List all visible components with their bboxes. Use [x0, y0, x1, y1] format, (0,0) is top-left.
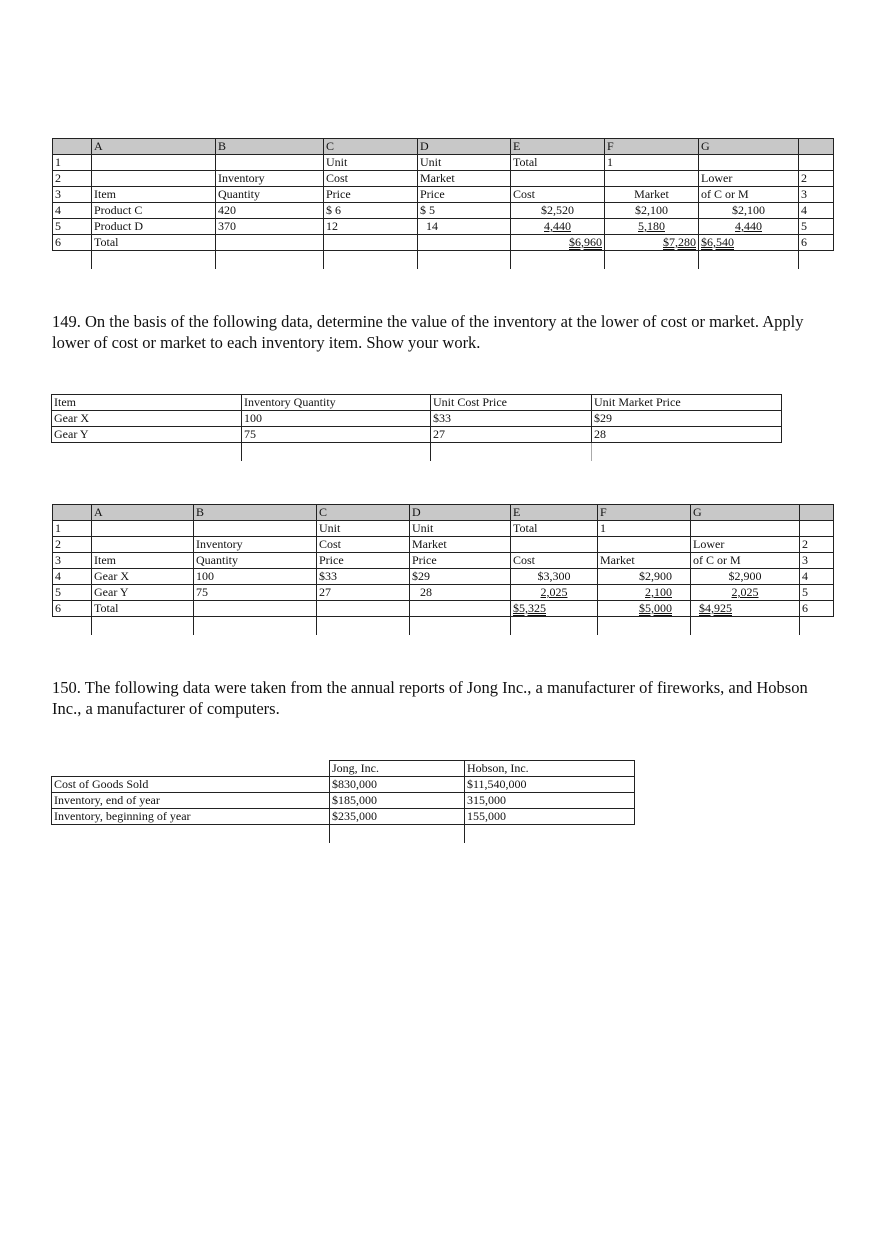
cell-c: Price [324, 187, 418, 203]
row-number: 5 [53, 585, 92, 601]
cell-d: Market [418, 171, 511, 187]
cell-g: $2,100 [699, 203, 799, 219]
cell-market: 28 [592, 427, 782, 443]
table-row [53, 203, 834, 219]
row-number-right: 3 [799, 187, 834, 203]
cell-g: 4,440 [699, 219, 799, 235]
cell-e: $6,960 [511, 235, 605, 251]
header-item: Item [52, 395, 242, 411]
row-number-right: 4 [799, 203, 834, 219]
cell-e [511, 537, 598, 553]
cell-b: Inventory [194, 537, 317, 553]
column-header-row [53, 139, 834, 155]
row-number-right: 5 [799, 219, 834, 235]
table-header-row [52, 761, 635, 777]
cell-c [324, 235, 418, 251]
table-row [52, 809, 635, 825]
cell-jong: $235,000 [330, 809, 465, 825]
cell-f: $5,000 [598, 601, 691, 617]
cell-f: 1 [598, 521, 691, 537]
cell-b [194, 521, 317, 537]
cell-d [418, 235, 511, 251]
row-number: 4 [53, 569, 92, 585]
cell-d: Price [410, 553, 511, 569]
cell-d: Unit [418, 155, 511, 171]
table-row [53, 171, 834, 187]
cell-e: $5,325 [511, 601, 598, 617]
table-row [52, 411, 782, 427]
cell-g: $6,540 [699, 235, 799, 251]
cell-market: $29 [592, 411, 782, 427]
cell-f [598, 537, 691, 553]
cell-g [691, 521, 800, 537]
cell-cost: 27 [431, 427, 592, 443]
row-number: 3 [53, 553, 92, 569]
company-data-table [51, 760, 635, 843]
cell-f: $2,900 [598, 569, 691, 585]
col-header-c: C [324, 139, 418, 155]
cell-f: $2,100 [605, 203, 699, 219]
cell-a: Total [92, 601, 194, 617]
row-number: 2 [53, 171, 92, 187]
column-header-row [53, 505, 834, 521]
cell-hobson: 315,000 [465, 793, 635, 809]
cell-c: Price [317, 553, 410, 569]
col-header-a: A [92, 505, 194, 521]
row-number-right [799, 155, 834, 171]
row-number: 6 [53, 601, 92, 617]
corner-cell [53, 505, 92, 521]
table-row [52, 777, 635, 793]
cell-label: Cost of Goods Sold [52, 777, 330, 793]
col-header-e: E [511, 505, 598, 521]
cell-d: 14 [418, 219, 511, 235]
cell-b: Inventory [216, 171, 324, 187]
cell-jong: $185,000 [330, 793, 465, 809]
cell-a: Gear X [92, 569, 194, 585]
cell-a [92, 537, 194, 553]
cell-label: Inventory, beginning of year [52, 809, 330, 825]
cell-b: 370 [216, 219, 324, 235]
row-number-right: 3 [800, 553, 834, 569]
cell-b: 100 [194, 569, 317, 585]
col-header-g: G [691, 505, 800, 521]
table-row [53, 585, 834, 601]
row-number-right [800, 521, 834, 537]
cell-quantity: 75 [242, 427, 431, 443]
col-header-c: C [317, 505, 410, 521]
row-number: 6 [53, 235, 92, 251]
cell-item: Gear Y [52, 427, 242, 443]
col-header-f: F [598, 505, 691, 521]
table-header-row [52, 395, 782, 411]
cell-b: Quantity [194, 553, 317, 569]
col-header-f: F [605, 139, 699, 155]
cell-a: Product C [92, 203, 216, 219]
corner-cell [53, 139, 92, 155]
cell-cost: $33 [431, 411, 592, 427]
cell-a [92, 155, 216, 171]
cell-d: Unit [410, 521, 511, 537]
spreadsheet-gear-inventory [52, 504, 834, 635]
cell-f: 1 [605, 155, 699, 171]
cell-b [216, 155, 324, 171]
cell-c [317, 601, 410, 617]
col-header-d: D [418, 139, 511, 155]
question-149-text: 149. On the basis of the following data, determine the value of the inventory at the lower of cost or market. Apply lower of cost or market to each inventory item. Show your work. [52, 312, 804, 352]
blank-trailing-row [53, 617, 834, 636]
cell-c: 12 [324, 219, 418, 235]
cell-e: 4,440 [511, 219, 605, 235]
cell-b: Quantity [216, 187, 324, 203]
blank-trailing-row [52, 443, 782, 462]
table-row [53, 601, 834, 617]
cell-item: Gear X [52, 411, 242, 427]
table-row [53, 219, 834, 235]
cell-c: $33 [317, 569, 410, 585]
cell-e: Total [511, 155, 605, 171]
header-jong: Jong, Inc. [330, 761, 465, 777]
cell-f: $7,280 [605, 235, 699, 251]
cell-b: 75 [194, 585, 317, 601]
table-row [52, 427, 782, 443]
header-inventory-quantity: Inventory Quantity [242, 395, 431, 411]
table-row [52, 793, 635, 809]
table-row [53, 569, 834, 585]
cell-b [216, 235, 324, 251]
row-number-right: 2 [800, 537, 834, 553]
cell-a: Gear Y [92, 585, 194, 601]
row-number-right: 4 [800, 569, 834, 585]
cell-e: Cost [511, 553, 598, 569]
cell-a: Product D [92, 219, 216, 235]
header-unit-cost-price: Unit Cost Price [431, 395, 592, 411]
cell-g: of C or M [699, 187, 799, 203]
cell-a: Total [92, 235, 216, 251]
cell-g: $4,925 [691, 601, 800, 617]
header-hobson: Hobson, Inc. [465, 761, 635, 777]
cell-d [410, 601, 511, 617]
cell-c: Unit [317, 521, 410, 537]
col-header-a: A [92, 139, 216, 155]
cell-d: Price [418, 187, 511, 203]
cell-c: $ 6 [324, 203, 418, 219]
table-row [53, 553, 834, 569]
row-number: 3 [53, 187, 92, 203]
cell-f: Market [598, 553, 691, 569]
cell-e: Total [511, 521, 598, 537]
row-number-right: 6 [799, 235, 834, 251]
cell-f: Market [605, 187, 699, 203]
cell-a [92, 521, 194, 537]
cell-d: $ 5 [418, 203, 511, 219]
cell-hobson: $11,540,000 [465, 777, 635, 793]
col-header-e: E [511, 139, 605, 155]
cell-f: 5,180 [605, 219, 699, 235]
cell-g: Lower [691, 537, 800, 553]
cell-f: 2,100 [598, 585, 691, 601]
row-number-right: 2 [799, 171, 834, 187]
cell-g: Lower [699, 171, 799, 187]
cell-c: Cost [317, 537, 410, 553]
cell-d: $29 [410, 569, 511, 585]
cell-d: Market [410, 537, 511, 553]
row-number: 2 [53, 537, 92, 553]
cell-a [92, 171, 216, 187]
cell-f [605, 171, 699, 187]
cell-e: $3,300 [511, 569, 598, 585]
cell-d: 28 [410, 585, 511, 601]
gear-data-table [51, 394, 782, 461]
row-number: 4 [53, 203, 92, 219]
cell-b: 420 [216, 203, 324, 219]
table-row [53, 521, 834, 537]
cell-c: Cost [324, 171, 418, 187]
cell-g: 2,025 [691, 585, 800, 601]
col-header-end [799, 139, 834, 155]
cell-c: 27 [317, 585, 410, 601]
row-number: 5 [53, 219, 92, 235]
question-150-text: 150. The following data were taken from the annual reports of Jong Inc., a manufacturer of fireworks, and Hobson Inc., a manufacturer of computers. [52, 678, 808, 718]
header-unit-market-price: Unit Market Price [592, 395, 782, 411]
col-header-g: G [699, 139, 799, 155]
col-header-b: B [216, 139, 324, 155]
col-header-end [800, 505, 834, 521]
spreadsheet-product-inventory [52, 138, 834, 269]
table-row [53, 537, 834, 553]
cell-e: 2,025 [511, 585, 598, 601]
cell-e: $2,520 [511, 203, 605, 219]
blank-trailing-row [53, 251, 834, 270]
row-number-right: 5 [800, 585, 834, 601]
table-row [53, 187, 834, 203]
cell-g: $2,900 [691, 569, 800, 585]
table-row [53, 155, 834, 171]
blank-trailing-row [52, 825, 635, 844]
table-row [53, 235, 834, 251]
cell-b [194, 601, 317, 617]
col-header-d: D [410, 505, 511, 521]
cell-e: Cost [511, 187, 605, 203]
cell-a: Item [92, 553, 194, 569]
cell-c: Unit [324, 155, 418, 171]
cell-g: of C or M [691, 553, 800, 569]
cell-jong: $830,000 [330, 777, 465, 793]
cell-hobson: 155,000 [465, 809, 635, 825]
header-blank [52, 761, 330, 777]
cell-label: Inventory, end of year [52, 793, 330, 809]
row-number-right: 6 [800, 601, 834, 617]
cell-g [699, 155, 799, 171]
row-number: 1 [53, 521, 92, 537]
cell-a: Item [92, 187, 216, 203]
cell-quantity: 100 [242, 411, 431, 427]
cell-e [511, 171, 605, 187]
col-header-b: B [194, 505, 317, 521]
row-number: 1 [53, 155, 92, 171]
